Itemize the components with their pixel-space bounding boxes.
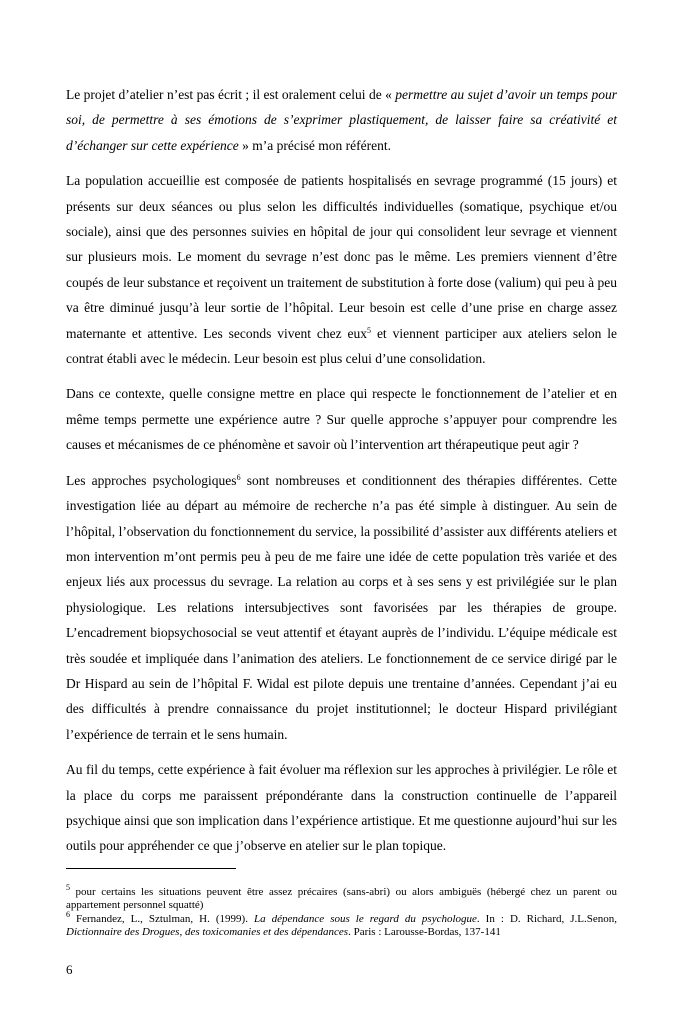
text-run: . Paris : Larousse-Bordas, 137-141 [348,925,501,938]
text-run: Fernandez, L., Sztulman, H. (1999). [70,913,254,925]
footnote-ref: 6 [236,472,241,482]
paragraph [66,468,617,747]
text-run: Au fil du temps, cette expérience à fait évoluer ma réflexion sur les approches à privilégier. Le rôle et la place du corps me paraissent prépondérante dans la construction continuelle de l’appareil psychique ainsi que son implication dans l’expérience artistique. Et me questionne aujourd’hui sur les outils pour appréhender ce que j’observe en atelier sur le plan topique. [66,762,617,854]
text-run: sont nombreuses et conditionnent des thérapies différentes. Cette investigation liée au départ au mémoire de recherche n’a pas été simple à distinguer. Au sein de l’hôpital, l’observation du fonctionnement du service, la possibilité d’assister aux différents ateliers et mon intervention m’ont permis peu à peu de me faire une idée de cette population très variée et des enjeux liés aux processus du sevrage. La relation au corps et à ses sens y est privilégiée sur le plan physiologique. Les relations intersubjectives sont favorisées par les thérapies de groupe. L’encadrement biopsychosocial se veut attentif et étayant auprès de l’individu. L’équipe médicale est très soudée et impliquée dans l’animation des ateliers. Le fonctionnement de ce service dirigé par le Dr Hispard au sein de l’hôpital F. Widal est pilote depuis une trentaine d’années. Cependant j’ai eu des difficultés à prendre connaissance du projet institutionnel; le docteur Hispard privilégiant l’expérience de terrain et le sens humain. [66,472,617,742]
text-run: pour certains les situations peuvent être assez précaires (sans-abri) ou alors ambiguës (hébergé chez un parent ou appartement personnel squatté) [66,886,617,911]
italic-text: Dictionnaire des Drogues, des toxicomanies et des dépendances [66,925,349,938]
footnote-ref: 5 [66,883,70,892]
text-run: » m’a précisé mon référent. [238,137,391,153]
italic-text: La dépendance sous le regard du psychologue [254,913,477,925]
text-run: Le projet d’atelier n’est pas écrit ; il est oralement celui de « [66,87,396,102]
text-run: et viennent participer aux ateliers selon le contrat établi avec le médecin. Leur besoin est plus celui d’une consolidation. [66,325,617,367]
italic-text: permettre au sujet d’avoir un temps pour soi, de permettre à ses émotions de s’exprimer plastiquement, de laisser faire sa créativité et d’échanger sur cette expérience [66,87,617,153]
footnote [66,910,618,938]
page-number: 6 [66,962,73,977]
text-run: Les approches psychologiques [66,472,237,488]
footnote-ref: 6 [66,910,70,919]
paragraph [66,168,617,371]
footnote-separator [66,868,236,869]
text-run: . In : D. Richard, J.L.Senon, [476,913,618,925]
paragraph [66,82,617,158]
footnote [66,883,617,911]
footnote-ref: 5 [367,325,372,335]
paragraph [66,757,617,859]
body-text [66,82,617,859]
footnotes [66,883,618,940]
text-run: La population accueillie est composée de patients hospitalisés en sevrage programmé (15 jours) et présents sur deux séances ou plus selon les difficultés individuelles (somatique, psychique et/ou sociale), ainsi que des personnes suivies en hôpital de jour qui consolident leur sevrage et viennent sur plusieurs mois. Le moment du sevrage n’est donc pas le même. Les premiers viennent d’être coupés de leur substance et reçoivent un traitement de substitution à forte dose (valium) qui peu à peu va être diminué jusqu’à leur sortie de l’hôpital. Leur besoin est celle d’une prise en charge assez maternante et attentive. Les seconds vivent chez eux [66,173,617,341]
paragraph [66,381,617,457]
text-run: Dans ce contexte, quelle consigne mettre en place qui respecte le fonctionnement de l’atelier et en même temps permette une expérience autre ? Sur quelle approche s’appuyer pour comprendre les causes et mécanismes de ce phénomène et savoir où l’intervention art thérapeutique peut agir ? [66,386,617,453]
